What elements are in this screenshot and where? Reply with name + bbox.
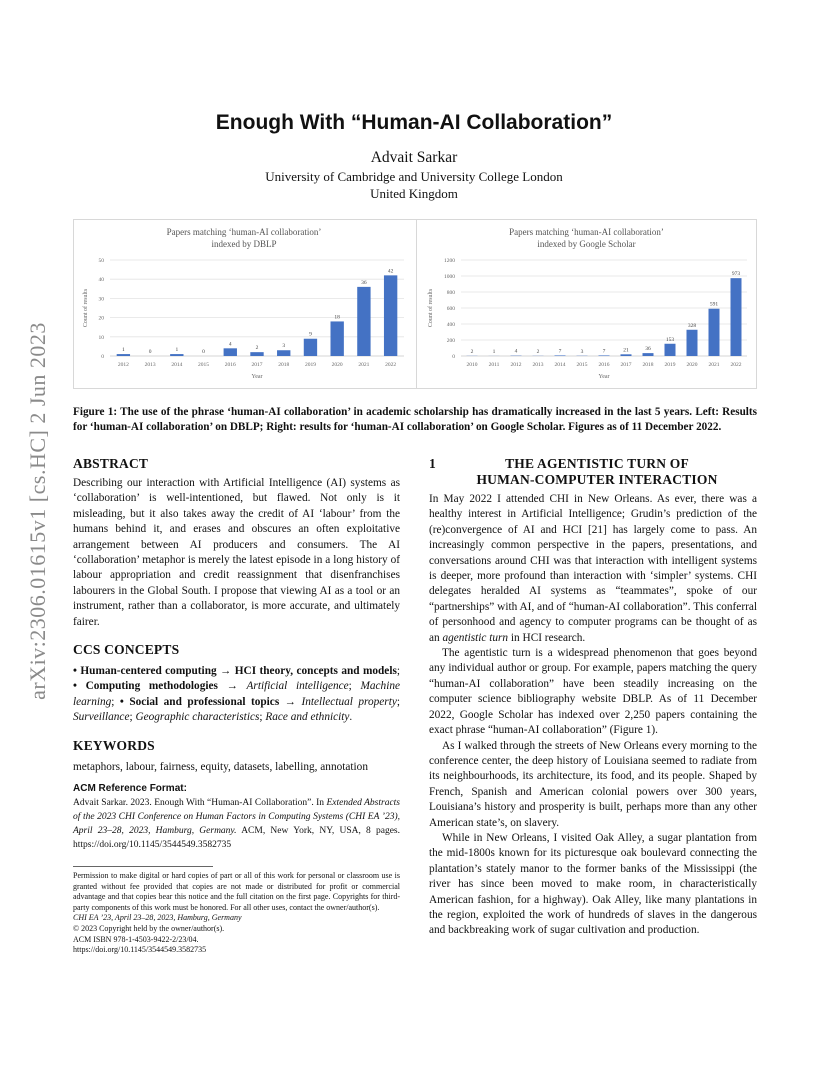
- data-label: 4: [514, 348, 518, 355]
- abstract-text: Describing our interaction with Artificial Intelligence (AI) systems as ‘collaboration’ is well-intentioned, but flawed. Not only is it misleading, but it also takes away the credit of AI ‘labour’ from the humans behind it, and erases and obscures an often exploitative arrangement between AI producers and consumers. The AI ‘collaboration’ metaphor is merely the latest episode in a long history of labour appropriation and credit reassignment that disenfranchises labourers in the Global South. I propose that viewing AI as a tool or an instrument, rather than a collaborator, is more accurate, and ultimately fairer.: [73, 477, 400, 628]
- x-tick-label: 2020: [331, 362, 343, 368]
- x-tick-label: 2015: [576, 362, 588, 368]
- ccs-concept-3: • Social and professional topics: [119, 695, 280, 708]
- bar: [621, 354, 632, 356]
- chart-title-line-2: indexed by Google Scholar: [537, 239, 636, 249]
- arxiv-identifier-text: arXiv:2306.01615v1 [cs.HC] 2 Jun 2023: [25, 322, 50, 700]
- ccs-concept-1: • Human-centered computing → HCI theory, concepts and models: [73, 665, 397, 678]
- bar: [643, 353, 654, 356]
- x-tick-label: 2015: [198, 362, 210, 368]
- data-label: 36: [645, 346, 651, 353]
- paragraph-text: In May 2022 I attended CHI in New Orleans. As ever, there was a healthy interest in Artificial Intelligence; Grudin’s prediction of the (re)convergence of AI and HCI [21] has largely come to pass. An increasingly common perspective in the papers, presentations, and conversations around CHI was that interaction with intelligent systems is deeper, more profound than interaction with ‘simpler’ systems. CHI delegates heralded AI systems as “teammates”, spoke of our “partnerships” with AI, and of “human-AI collaboration”. This conferral of personhood and agency to computer programs can be thought of as an: [429, 493, 757, 644]
- paragraph-text: in HCI research.: [508, 631, 586, 644]
- doi-line: https://doi.org/10.1145/3544549.3582735: [73, 945, 207, 955]
- x-tick-label: 2014: [171, 362, 183, 368]
- ccs-subconcept: Surveillance: [73, 711, 130, 724]
- right-column: [429, 456, 757, 939]
- data-label: 7: [602, 348, 606, 355]
- ccs-subconcept: Machine learning: [73, 680, 400, 708]
- x-tick-label: 2011: [488, 362, 500, 368]
- data-label: 7: [558, 348, 562, 355]
- y-tick-label: 1000: [444, 274, 455, 280]
- x-tick-label: 2018: [642, 362, 654, 368]
- paragraph: While in New Orleans, I visited Oak Alley, a sugar plantation from the mid-1800s known for its picturesque oak boulevard connecting the plantation’s stately manor to the former banks of the Mississippi (the river has since been moved to make room, in characteristically American fashion, for a highway). Oak Alley, like many plantations in the region, exploited the work of hundreds of slaves in the dangerous and backbreaking work of sugar cultivation and production.: [429, 831, 757, 937]
- left-column: [73, 456, 400, 956]
- section-1-heading: [429, 456, 757, 488]
- figure-caption: Figure 1: The use of the phrase ‘human-AI collaboration’ in academic scholarship has dramatically increased in the last 5 years. Left: Results for ‘human-AI collaboration’ on DBLP; Right: results for ‘human-AI collaboration’ on Google Scholar. Figures as of 11 December 2022.: [73, 406, 757, 433]
- bar: [665, 344, 676, 356]
- bar: [170, 354, 183, 356]
- data-label: 973: [731, 271, 741, 278]
- x-axis-title: Year: [598, 374, 610, 380]
- ccs-separator: ;: [348, 680, 361, 693]
- affiliation-line-1: University of Cambridge and University College London: [265, 169, 563, 184]
- data-label: 4: [228, 341, 232, 348]
- reference-format-heading: ACM Reference Format:: [73, 783, 187, 795]
- bar: [224, 348, 237, 356]
- bar: [599, 355, 610, 356]
- ccs-separator: ;: [129, 711, 136, 724]
- chart-title-line-2: indexed by DBLP: [211, 239, 277, 249]
- x-tick-label: 2017: [620, 362, 632, 368]
- chart-title-line-1: Papers matching ‘human-AI collaboration’: [166, 227, 322, 237]
- ccs-subconcept: Artificial intelligence: [246, 680, 349, 693]
- section-title-line-2: HUMAN-COMPUTER INTERACTION: [476, 472, 718, 487]
- data-label: 18: [334, 314, 340, 321]
- bar: [687, 330, 698, 356]
- data-label: 1: [175, 347, 179, 354]
- section-title: [453, 456, 757, 488]
- ccs-separator: →: [217, 680, 247, 693]
- data-label: 3: [580, 348, 584, 355]
- y-axis-title: Count of results: [83, 288, 89, 328]
- conference-line: CHI EA ’23, April 23–28, 2023, Hamburg, Germany: [73, 913, 242, 923]
- x-tick-label: 2016: [598, 362, 610, 368]
- y-tick-label: 40: [98, 277, 104, 284]
- bar: [357, 287, 370, 356]
- bar: [384, 275, 397, 356]
- author-affiliation: [0, 168, 828, 202]
- data-label: 591: [709, 301, 719, 308]
- x-axis-title: Year: [251, 374, 263, 380]
- data-label: 153: [665, 336, 675, 343]
- arxiv-identifier: [22, 296, 54, 726]
- keywords-heading: KEYWORDS: [73, 737, 155, 753]
- x-tick-label: 2012: [117, 362, 129, 368]
- dblp-bar-chart: [74, 220, 414, 388]
- bar: [709, 309, 720, 356]
- y-tick-label: 0: [101, 354, 104, 360]
- bar: [117, 354, 130, 356]
- bar: [331, 321, 344, 356]
- x-tick-label: 2013: [144, 362, 156, 368]
- ccs-heading: CCS CONCEPTS: [73, 642, 180, 658]
- x-tick-label: 2020: [686, 362, 698, 368]
- x-tick-label: 2019: [664, 362, 676, 368]
- paragraph: [429, 492, 757, 646]
- y-tick-label: 50: [98, 258, 104, 264]
- copyright-line: © 2023 Copyright held by the owner/author(s).: [73, 924, 225, 934]
- y-tick-label: 0: [452, 354, 455, 360]
- permission-block: [73, 871, 400, 956]
- x-tick-label: 2012: [510, 362, 522, 368]
- reference-format-text: [73, 796, 400, 852]
- data-label: 0: [202, 349, 205, 355]
- bar: [731, 278, 742, 356]
- x-tick-label: 2017: [251, 362, 263, 368]
- google-scholar-chart: [416, 220, 756, 388]
- ccs-concepts: [73, 664, 400, 726]
- data-label: 2: [536, 348, 540, 355]
- ccs-separator: .: [349, 711, 353, 724]
- reference-part: Advait Sarkar. 2023. Enough With “Human-AI Collaboration”. In: [73, 798, 327, 809]
- y-tick-label: 800: [446, 290, 455, 296]
- bar: [277, 350, 290, 356]
- data-label: 328: [687, 322, 697, 329]
- bar: [304, 339, 317, 356]
- section-title-line-1: THE AGENTISTIC TURN OF: [505, 456, 689, 471]
- ccs-subconcept: Geographic characteristics: [135, 711, 260, 724]
- data-label: 3: [282, 343, 286, 350]
- bar: [555, 355, 566, 356]
- x-tick-label: 2021: [708, 362, 720, 368]
- reference-part: ACM, New York, NY, USA, 8 pages. https://doi.org/10.1145/3544549.3582735: [73, 826, 401, 851]
- y-tick-label: 1200: [444, 258, 455, 264]
- data-label: 42: [387, 268, 394, 275]
- paper-title: Enough With “Human-AI Collaboration”: [215, 111, 613, 134]
- data-label: 21: [623, 347, 629, 354]
- data-label: 2: [255, 345, 259, 352]
- permission-text: Permission to make digital or hard copies of part or all of this work for personal or classroom use is granted without fee provided that copies are not made or distributed for profit or commercial advantage and that copies bear this notice and the full citation on the first page. Copyrights for third-party components of this work must be honored. For all other uses, contact the owner/author(s).: [73, 871, 400, 912]
- y-tick-label: 30: [98, 296, 104, 303]
- ccs-separator: ;: [396, 665, 400, 678]
- section-number: 1: [429, 456, 436, 471]
- ccs-concept-2: • Computing methodologies: [73, 680, 218, 693]
- y-tick-label: 20: [98, 315, 104, 322]
- ccs-separator: ;: [396, 695, 400, 708]
- x-tick-label: 2013: [532, 362, 544, 368]
- ccs-subconcept: Intellectual property: [301, 695, 397, 708]
- x-tick-label: 2022: [730, 362, 742, 368]
- ccs-separator: →: [279, 695, 302, 708]
- footnote-rule: [73, 866, 213, 867]
- chart-title-line-1: Papers matching ‘human-AI collaboration’: [509, 227, 664, 237]
- data-label: 2: [470, 348, 474, 355]
- abstract-heading: ABSTRACT: [73, 456, 149, 471]
- bar: [250, 352, 263, 356]
- ccs-subconcept: Race and ethnicity: [265, 711, 350, 724]
- x-tick-label: 2014: [554, 362, 566, 368]
- isbn-line: ACM ISBN 978-1-4503-9422-2/23/04.: [73, 934, 199, 944]
- data-label: 9: [309, 331, 312, 338]
- author-name: Advait Sarkar: [370, 149, 458, 166]
- data-label: 1: [121, 347, 125, 354]
- data-label: 1: [492, 348, 496, 355]
- paragraph: As I walked through the streets of New Orleans every morning to the conference center, the deep history of Louisiana seemed to radiate from its neighbourhoods, its architecture, its food, and its people. Shaped by French, Spanish and American colonial powers over 300 years, Louisiana’s history and prosperity is built, perhaps more than any other American state’s, on slavery.: [429, 739, 757, 829]
- reference-venue: Extended Abstracts of the 2023 CHI Conference on Human Factors in Computing Systems (CHI EA ’23), April 23–28, 2023, Hamburg, Germany.: [73, 798, 400, 837]
- x-tick-label: 2016: [224, 362, 236, 368]
- ccs-separator: ;: [111, 695, 120, 708]
- x-tick-label: 2022: [385, 362, 397, 368]
- x-tick-label: 2019: [304, 362, 316, 368]
- dblp-chart: [74, 220, 414, 388]
- y-tick-label: 10: [98, 334, 104, 341]
- paragraph: The agentistic turn is a widespread phenomenon that goes beyond any individual author or group. For example, papers matching the query “human-AI collaboration” have been steadily increasing on the computer science bibliography website DBLP. As of 11 December 2022, Google Scholar has indexed over 2,250 papers containing the exact phrase “human-AI collaboration” (Figure 1).: [429, 647, 757, 737]
- x-tick-label: 2010: [466, 362, 478, 368]
- figure-1: [73, 219, 757, 389]
- y-tick-label: 400: [446, 322, 455, 328]
- data-label: 36: [361, 279, 367, 286]
- y-tick-label: 600: [446, 306, 455, 312]
- x-tick-label: 2021: [358, 362, 370, 368]
- emphasis-term: agentistic turn: [442, 631, 509, 644]
- y-axis-title: Count of results: [428, 288, 434, 328]
- google-scholar-bar-chart: [417, 220, 757, 388]
- y-tick-label: 200: [446, 338, 455, 344]
- ccs-separator: ;: [259, 711, 266, 724]
- affiliation-line-2: United Kingdom: [370, 186, 458, 201]
- data-label: 0: [148, 349, 152, 355]
- keywords-text: metaphors, labour, fairness, equity, datasets, labelling, annotation: [73, 760, 368, 773]
- x-tick-label: 2018: [278, 362, 290, 368]
